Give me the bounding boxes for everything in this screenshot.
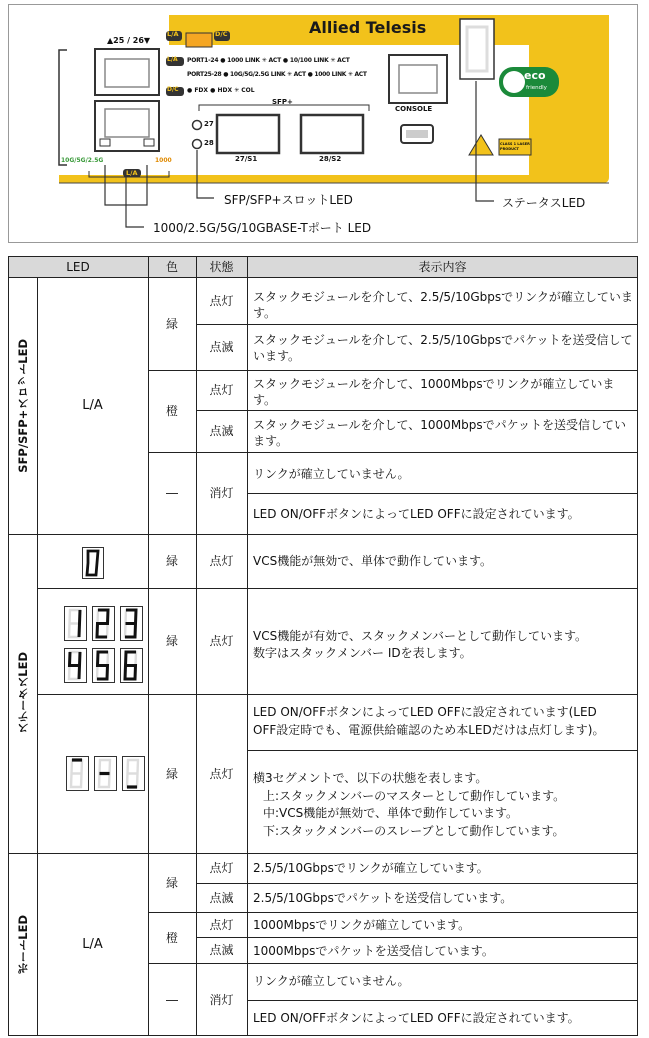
port27-label: 27	[204, 120, 214, 128]
brand-logo: Allied Telesis	[309, 18, 427, 37]
laser-label: CLASS 1 LASER PRODUCT	[500, 142, 530, 151]
status-desc-4c: 中:VCS機能が無効で、単体で動作しています。	[263, 806, 519, 820]
group-port	[8, 853, 37, 1036]
legend-line-2: PORT25-28 ● 10G/5G/2.5G LINK ✳ ACT ● 1000 LINK ✳ ACT	[187, 71, 367, 78]
sfp-state-off: 消灯	[209, 486, 234, 500]
port-color-amber: 橙	[165, 930, 178, 945]
group-sfp-label: SFP/SFP+スロットLED	[15, 338, 30, 473]
sfp-desc-1: スタックモジュールを介して、2.5/5/10Gbpsでリンクが確立しています。	[253, 290, 633, 320]
port-desc-5: リンクが確立していません。	[253, 974, 410, 988]
group-port-label: ポートLED	[15, 914, 30, 975]
port-state-blink-1: 点滅	[209, 890, 234, 905]
callout-port: 1000/2.5G/5G/10GBASE-Tポート LED	[153, 221, 372, 235]
badge-la-top: L/A	[167, 30, 179, 38]
header-led: LED	[66, 259, 90, 274]
status-color-1: 緑	[165, 554, 178, 568]
legend-line-1: PORT1-24 ● 1000 LINK ✳ ACT ● 10/100 LINK ✳ ACT	[187, 57, 350, 64]
status-desc-4a: 横3セグメントで、以下の状態を表します。	[253, 771, 488, 785]
status-state-1: 点灯	[209, 554, 234, 568]
legend-badge-dc: D/C	[167, 86, 179, 93]
sfp-desc-6: LED ON/OFFボタンによってLED OFFに設定されています。	[253, 507, 580, 521]
speed-left-label: 10G/5G/2.5G	[61, 157, 104, 164]
sfp-desc-2: スタックモジュールを介して、2.5/5/10Gbpsでパケットを送受信しています。	[253, 333, 633, 363]
port-desc-2: 2.5/5/10Gbpsでパケットを送受信しています。	[253, 891, 513, 905]
port-state-on-2: 点灯	[209, 917, 234, 932]
legend-badge-la: L/A	[167, 56, 178, 63]
sfp-state-on-1: 点灯	[209, 293, 234, 308]
callout-status: ステータスLED	[502, 196, 586, 210]
status-desc-2b: 数字はスタックメンバー IDを表します。	[253, 646, 472, 660]
sfp-state-on-2: 点灯	[209, 383, 234, 397]
panel-figure	[8, 4, 638, 243]
eco-sub-label: friendly	[526, 85, 547, 91]
sfp-plus-label: SFP+	[272, 98, 293, 106]
group-status	[8, 534, 37, 853]
port-state-off: 消灯	[209, 992, 234, 1007]
status-desc-3a: LED ON/OFFボタンによってLED OFFに設定されています(LED	[253, 705, 597, 719]
seg-digits-icon	[64, 606, 144, 686]
eco-label: eco	[524, 69, 546, 82]
port-count-label: ▲25 / 26▼	[107, 36, 151, 45]
port-color-none: ―	[166, 992, 178, 1007]
status-color-3: 緑	[165, 766, 178, 781]
header-color: 色	[165, 259, 178, 274]
status-desc-4b: 上:スタックメンバーのマスターとして動作しています。	[263, 789, 566, 803]
status-desc-2a: VCS機能が有効で、スタックメンバーとして動作しています。	[253, 629, 588, 643]
port-desc-1: 2.5/5/10Gbpsでリンクが確立しています。	[253, 861, 489, 875]
header-state: 状態	[209, 259, 234, 274]
seg-three-state-icon	[66, 756, 146, 792]
sfp-state-blink-1: 点滅	[209, 340, 234, 354]
legend-line-3: ● FDX ● HDX ✳ COL	[187, 87, 255, 94]
header-desc: 表示内容	[418, 259, 467, 274]
port-color-green: 緑	[165, 875, 178, 890]
status-desc-1: VCS機能が無効で、単体で動作しています。	[253, 554, 493, 568]
sfp-color-green: 緑	[165, 316, 178, 331]
sfp-color-none: ―	[166, 486, 178, 500]
port-state-blink-2: 点滅	[209, 943, 234, 957]
sfp2-label: 28/S2	[319, 155, 342, 163]
sfp-color-amber: 橙	[165, 404, 178, 418]
port28-label: 28	[204, 139, 214, 147]
sfp-desc-4: スタックモジュールを介して、1000Mbpsでパケットを送受信しています。	[253, 418, 627, 448]
sfp-led-name: L/A	[82, 397, 103, 413]
sfp-desc-5: リンクが確立していません。	[253, 467, 410, 481]
group-sfp	[8, 277, 37, 534]
badge-dc-top: D/C	[215, 30, 228, 38]
sfp-state-blink-2: 点滅	[209, 424, 234, 438]
status-desc-4d: 下:スタックメンバーのスレーブとして動作しています。	[263, 824, 565, 838]
sfp-desc-3: スタックモジュールを介して、1000Mbpsでリンクが確立しています。	[253, 377, 615, 407]
status-desc-3b: OFF設定時でも、電源供給確認のため本LEDだけは点灯します)。	[253, 723, 605, 737]
status-color-2: 緑	[165, 634, 178, 648]
badge-la-bottom: L/A	[123, 169, 141, 177]
sfp1-label: 27/S1	[235, 155, 258, 163]
port-desc-6: LED ON/OFFボタンによってLED OFFに設定されています。	[253, 1011, 580, 1025]
led-table	[8, 256, 638, 1036]
console-label: CONSOLE	[395, 105, 433, 113]
port-led-name: L/A	[82, 936, 103, 952]
seg-digit-0-icon	[82, 547, 104, 579]
port-desc-4: 1000Mbpsでパケットを送受信しています。	[253, 944, 494, 958]
status-state-3: 点灯	[209, 766, 234, 781]
group-status-label: ステータスLED	[15, 652, 30, 735]
port-desc-3: 1000Mbpsでリンクが確立しています。	[253, 918, 471, 932]
seg-digits-grid	[64, 606, 144, 686]
port-state-on-1: 点灯	[209, 861, 234, 875]
callout-sfp: SFP/SFP+スロットLED	[224, 193, 353, 207]
speed-right-label: 1000	[155, 157, 172, 164]
status-state-2: 点灯	[209, 634, 234, 648]
